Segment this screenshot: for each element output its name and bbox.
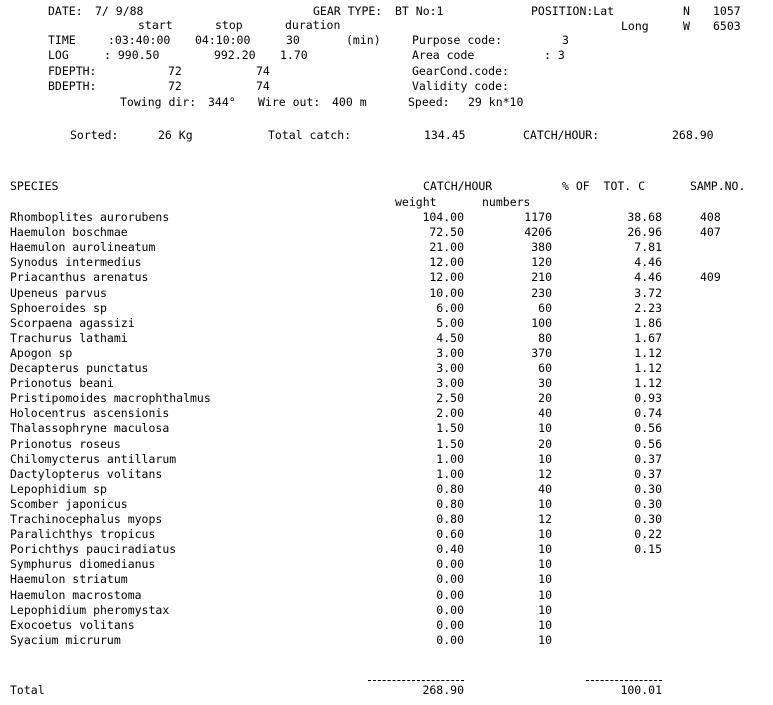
table-row	[0, 588, 773, 603]
catch-per-hour-value: 268.90	[672, 128, 714, 142]
percent-cell: 0.30	[634, 496, 662, 511]
table-row	[0, 286, 773, 301]
numbers-cell: 10	[538, 527, 552, 542]
weight-cell: 10.00	[429, 285, 464, 300]
numbers-cell: 380	[531, 240, 552, 255]
numbers-cell: 10	[538, 421, 552, 436]
total-catch-label: Total catch:	[268, 128, 352, 142]
percent-cell: 38.68	[627, 210, 662, 224]
weight-cell: 12.00	[429, 270, 464, 285]
bdepth-start: 72	[168, 79, 182, 93]
species-name: Exocoetus volitans	[10, 617, 135, 632]
weight-cell: 21.00	[429, 240, 464, 255]
date-label: DATE:	[48, 4, 83, 18]
log-stop: 992.20	[214, 48, 256, 62]
species-name: Dactylopterus volitans	[10, 466, 163, 481]
numbers-cell: 10	[538, 587, 552, 602]
percent-cell: 4.46	[634, 255, 662, 270]
weight-cell: 1.50	[436, 421, 464, 436]
numbers-cell: 40	[538, 481, 552, 496]
numbers-cell: 230	[531, 285, 552, 300]
numbers-cell: 60	[538, 300, 552, 315]
bdepth-stop: 74	[256, 79, 270, 93]
species-name: Prionotus roseus	[10, 436, 121, 451]
weight-cell: 4.50	[436, 330, 464, 345]
log-label: LOG	[48, 48, 69, 62]
sample-cell: 407	[700, 225, 721, 240]
species-name: Porichthys pauciradiatus	[10, 542, 177, 557]
area-code-value: : 3	[544, 48, 565, 62]
percent-cell: 3.72	[634, 285, 662, 300]
numbers-header: numbers	[482, 195, 531, 209]
weight-cell: 3.00	[436, 361, 464, 375]
time-start: :03:40:00	[108, 33, 171, 47]
validity-code-label: Validity code:	[412, 79, 509, 93]
percent-cell: 1.67	[634, 330, 662, 345]
weight-cell: 0.80	[436, 496, 464, 511]
table-row	[0, 225, 773, 240]
table-row	[0, 376, 773, 391]
percent-cell: 0.15	[634, 542, 662, 557]
numbers-cell: 10	[538, 572, 552, 587]
long-value: 6503	[713, 19, 741, 33]
species-name: Haemulon aurolineatum	[10, 240, 156, 255]
weight-cell: 0.00	[436, 632, 464, 647]
percent-cell: 0.30	[634, 481, 662, 496]
weight-cell: 0.00	[436, 587, 464, 602]
percent-cell: 0.22	[634, 527, 662, 542]
species-header: SPECIES	[10, 179, 59, 193]
percent-cell: 0.37	[634, 466, 662, 481]
percent-cell: 0.30	[634, 512, 662, 526]
species-name: Rhomboplites aurorubens	[10, 210, 170, 224]
table-row	[0, 572, 773, 587]
time-label: TIME	[48, 33, 76, 47]
percent-cell: 1.12	[634, 345, 662, 360]
species-name: Decapterus punctatus	[10, 361, 149, 375]
stop-column-label: stop	[215, 18, 243, 32]
weight-cell: 2.00	[436, 406, 464, 421]
towing-dir-label: Towing dir:	[120, 95, 197, 109]
percent-cell: 0.74	[634, 406, 662, 421]
table-row	[0, 497, 773, 512]
weight-cell: 0.80	[436, 481, 464, 496]
species-name: Lepophidium sp	[10, 481, 107, 496]
species-name: Trachurus lathami	[10, 330, 128, 345]
table-row	[0, 542, 773, 557]
weight-cell: 3.00	[436, 376, 464, 391]
fdepth-stop: 74	[256, 64, 270, 78]
table-row	[0, 633, 773, 648]
percent-cell: 0.37	[634, 451, 662, 466]
sample-cell: 408	[700, 210, 721, 224]
percent-cell: 1.12	[634, 361, 662, 375]
lat-direction: N	[683, 4, 690, 18]
gear-type-label: GEAR TYPE:	[313, 4, 383, 18]
species-name: Scomber japonicus	[10, 496, 128, 511]
weight-cell: 72.50	[429, 225, 464, 240]
numbers-cell: 10	[538, 617, 552, 632]
table-row	[0, 255, 773, 270]
table-row	[0, 331, 773, 346]
species-name: Sphoeroides sp	[10, 300, 107, 315]
position-label: POSITION:Lat	[531, 4, 615, 18]
weight-cell: 12.00	[429, 255, 464, 270]
numbers-cell: 10	[538, 632, 552, 647]
weight-cell: 0.60	[436, 527, 464, 542]
species-name: Symphurus diomedianus	[10, 557, 156, 572]
table-row	[0, 482, 773, 497]
table-row	[0, 346, 773, 361]
percent-cell: 7.81	[634, 240, 662, 255]
gear-type-value: BT No:1	[395, 4, 444, 18]
numbers-cell: 12	[538, 466, 552, 481]
purpose-code-label: Purpose code:	[412, 33, 503, 47]
percent-cell: 0.56	[634, 421, 662, 436]
table-row	[0, 603, 773, 618]
log-start: : 990.50	[104, 48, 160, 62]
table-row	[0, 421, 773, 436]
species-name: Chilomycterus antillarum	[10, 451, 177, 466]
fdepth-label: FDEPTH:	[48, 64, 97, 78]
weight-header: weight	[395, 195, 437, 209]
weight-cell: 0.40	[436, 542, 464, 557]
table-row	[0, 557, 773, 572]
species-name: Pristipomoides macrophthalmus	[10, 391, 211, 406]
numbers-cell: 60	[538, 361, 552, 375]
duration-column-label: duration	[285, 18, 341, 32]
weight-cell: 0.00	[436, 557, 464, 572]
table-row	[0, 437, 773, 452]
sample-number-header: SAMP.NO.	[690, 179, 746, 193]
total-weight: 268.90	[422, 683, 464, 697]
percent-cell: 2.23	[634, 300, 662, 315]
species-name: Haemulon macrostoma	[10, 587, 142, 602]
weight-cell: 1.00	[436, 451, 464, 466]
table-row	[0, 452, 773, 467]
percent-total-rule	[586, 680, 662, 681]
time-stop: 04:10:00	[195, 33, 251, 47]
species-name: Synodus intermedius	[10, 255, 142, 270]
species-name: Prionotus beani	[10, 376, 114, 391]
fdepth-start: 72	[168, 64, 182, 78]
numbers-cell: 20	[538, 391, 552, 406]
speed-label: Speed:	[408, 95, 450, 109]
percent-cell: 0.93	[634, 391, 662, 406]
weight-cell: 0.00	[436, 602, 464, 617]
catch-per-hour-header: CATCH/HOUR	[423, 179, 493, 193]
table-row	[0, 512, 773, 527]
percent-cell: 1.86	[634, 315, 662, 330]
table-row	[0, 316, 773, 331]
time-unit: (min)	[346, 33, 381, 47]
area-code-label: Area code	[412, 48, 475, 62]
percent-cell: 26.96	[627, 225, 662, 240]
numbers-cell: 10	[538, 557, 552, 572]
species-name: Apogon sp	[10, 345, 73, 360]
species-name: Syacium micrurum	[10, 632, 121, 647]
numbers-cell: 12	[538, 512, 552, 526]
table-row	[0, 406, 773, 421]
speed-value: 29 kn*10	[468, 95, 524, 109]
table-row	[0, 301, 773, 316]
numbers-cell: 10	[538, 542, 552, 557]
total-catch-value: 134.45	[424, 128, 466, 142]
species-name: Trachinocephalus myops	[10, 512, 163, 526]
weight-total-rule	[368, 680, 464, 681]
bdepth-label: BDEPTH:	[48, 79, 97, 93]
species-name: Paralichthys tropicus	[10, 527, 156, 542]
purpose-code-value: 3	[562, 33, 569, 47]
towing-dir-value: 344°	[208, 95, 236, 109]
start-column-label: start	[138, 18, 173, 32]
total-percent: 100.01	[620, 683, 662, 697]
weight-cell: 3.00	[436, 345, 464, 360]
catch-per-hour-label: CATCH/HOUR:	[523, 128, 600, 142]
numbers-cell: 10	[538, 451, 552, 466]
wire-out-value: 400 m	[332, 95, 367, 109]
numbers-cell: 80	[538, 330, 552, 345]
table-row	[0, 240, 773, 255]
wire-out-label: Wire out:	[258, 95, 321, 109]
numbers-cell: 1170	[524, 210, 552, 224]
total-label: Total	[10, 683, 45, 697]
percent-cell: 0.56	[634, 436, 662, 451]
species-name: Haemulon boschmae	[10, 225, 128, 240]
species-name: Scorpaena agassizi	[10, 315, 135, 330]
table-row	[0, 210, 773, 225]
species-name: Upeneus parvus	[10, 285, 107, 300]
species-name: Holocentrus ascensionis	[10, 406, 170, 421]
weight-cell: 104.00	[422, 210, 464, 224]
numbers-cell: 120	[531, 255, 552, 270]
long-label: Long	[621, 19, 649, 33]
table-row	[0, 527, 773, 542]
weight-cell: 5.00	[436, 315, 464, 330]
weight-cell: 0.00	[436, 617, 464, 632]
table-row	[0, 391, 773, 406]
weight-cell: 2.50	[436, 391, 464, 406]
numbers-cell: 40	[538, 406, 552, 421]
percent-cell: 1.12	[634, 376, 662, 391]
log-duration: 1.70	[280, 48, 308, 62]
numbers-cell: 100	[531, 315, 552, 330]
weight-cell: 1.00	[436, 466, 464, 481]
weight-cell: 0.00	[436, 572, 464, 587]
species-name: Haemulon striatum	[10, 572, 128, 587]
gearcond-code-label: GearCond.code:	[412, 64, 509, 78]
weight-cell: 0.80	[436, 512, 464, 526]
table-row	[0, 618, 773, 633]
table-row	[0, 361, 773, 376]
table-row	[0, 270, 773, 285]
species-name: Thalassophryne maculosa	[10, 421, 170, 436]
numbers-cell: 10	[538, 496, 552, 511]
table-row	[0, 467, 773, 482]
weight-cell: 1.50	[436, 436, 464, 451]
numbers-cell: 370	[531, 345, 552, 360]
weight-cell: 6.00	[436, 300, 464, 315]
numbers-cell: 20	[538, 436, 552, 451]
species-name: Lepophidium pheromystax	[10, 602, 170, 617]
sample-cell: 409	[700, 270, 721, 285]
species-name: Priacanthus arenatus	[10, 270, 149, 285]
long-direction: W	[683, 19, 690, 33]
lat-value: 1057	[713, 4, 741, 18]
numbers-cell: 10	[538, 602, 552, 617]
numbers-cell: 4206	[524, 225, 552, 240]
date-value: 7/ 9/88	[95, 4, 144, 18]
percent-cell: 4.46	[634, 270, 662, 285]
time-duration: 30	[286, 33, 300, 47]
sorted-label: Sorted:	[70, 128, 119, 142]
sorted-value: 26 Kg	[158, 128, 193, 142]
percent-total-header: % OF TOT. C	[562, 179, 646, 193]
numbers-cell: 30	[538, 376, 552, 391]
numbers-cell: 210	[531, 270, 552, 285]
